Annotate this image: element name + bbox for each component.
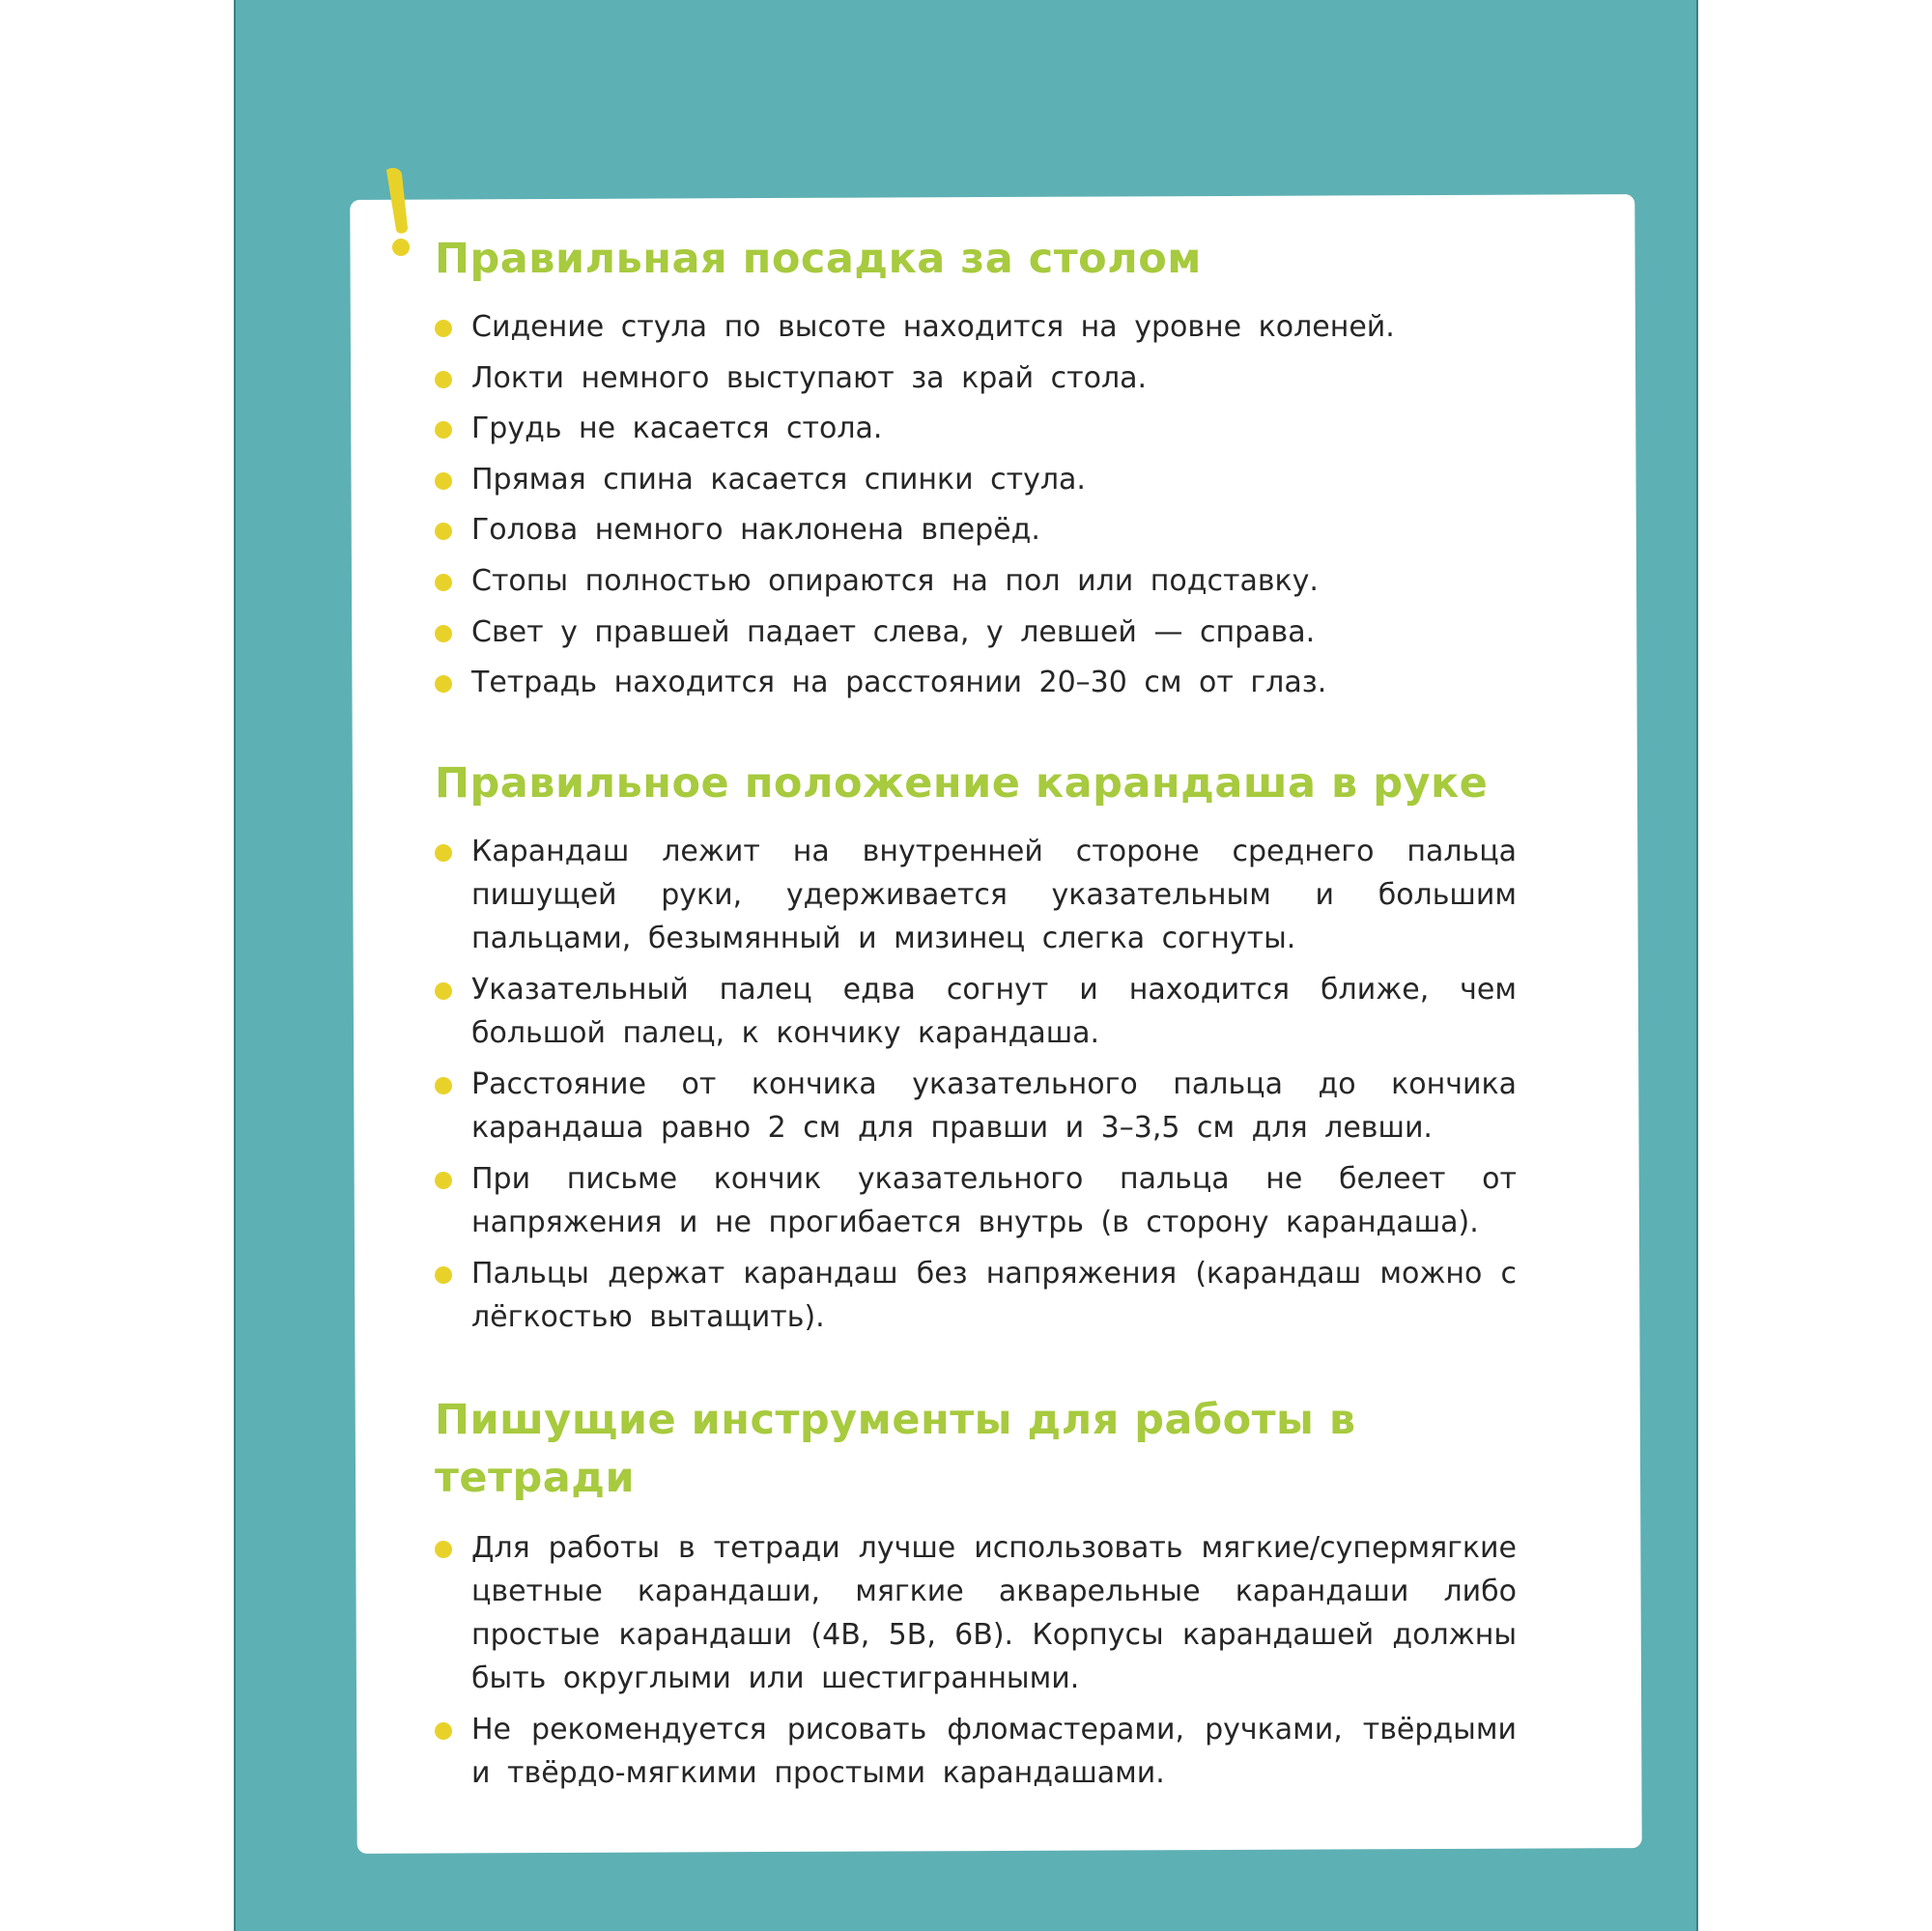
- list-item: Грудь не касается стола.: [435, 407, 1517, 450]
- exclamation-mark-icon: [379, 166, 417, 261]
- bullet-dot-icon: [435, 1722, 452, 1740]
- list-item: Для работы в тетради лучше использовать мягкие/супермягкие цветные карандаши, мягкие акварельные карандаши либо простые карандаши (4B, 5B, 6B). Корпусы карандашей должны быть округлыми или шестигранными.: [435, 1526, 1517, 1700]
- list-item: Свет у правшей падает слева, у левшей — справа.: [435, 611, 1517, 654]
- bullet-dot-icon: [435, 675, 452, 693]
- list-item: Пальцы держат карандаш без напряжения (карандаш можно с лёгкостью вытащить).: [435, 1252, 1517, 1339]
- list-item: Прямая спина касается спинки стула.: [435, 458, 1517, 501]
- bullet-dot-icon: [435, 1077, 452, 1094]
- seating-list: [435, 305, 1517, 704]
- list-item: При письме кончик указательного пальца не белеет от напряжения и не прогибается внутрь (в сторону карандаша).: [435, 1157, 1517, 1244]
- list-item: Локти немного выступают за край стола.: [435, 356, 1517, 400]
- list-item: Расстояние от кончика указательного пальца до кончика карандаша равно 2 см для правши и 3–3,5 см для левши.: [435, 1063, 1517, 1150]
- section-title-writing-tools: Пишущие инструменты для работы в тетради: [435, 1396, 1356, 1503]
- page-content: [435, 230, 1517, 1803]
- bullet-dot-icon: [435, 371, 452, 388]
- bullet-dot-icon: [435, 574, 452, 591]
- pencil-grip-list: [435, 830, 1517, 1339]
- bullet-dot-icon: [435, 982, 452, 1000]
- section-title-pencil-grip: Правильное положение карандаша в руке: [435, 759, 1489, 809]
- list-item: Голова немного наклонена вперёд.: [435, 508, 1517, 552]
- list-item: Указательный палец едва согнут и находится ближе, чем большой палец, к кончику карандаша.: [435, 968, 1517, 1055]
- bullet-dot-icon: [435, 1172, 452, 1189]
- section-title-seating: Правильная посадка за столом: [435, 235, 1202, 283]
- bullet-dot-icon: [435, 320, 452, 337]
- list-item: Сидение стула по высоте находится на уровне коленей.: [435, 305, 1517, 349]
- bullet-dot-icon: [435, 1541, 452, 1558]
- bullet-dot-icon: [435, 844, 452, 862]
- bullet-dot-icon: [435, 472, 452, 490]
- bullet-dot-icon: [435, 421, 452, 439]
- list-item: Карандаш лежит на внутренней стороне среднего пальца пишущей руки, удерживается указательным и большим пальцами, безымянный и мизинец слегка согнуты.: [435, 830, 1517, 960]
- list-item: Не рекомендуется рисовать фломастерами, ручками, твёрдыми и твёрдо-мягкими простыми карандашами.: [435, 1708, 1517, 1795]
- bullet-dot-icon: [435, 1266, 452, 1284]
- bullet-dot-icon: [435, 523, 452, 540]
- bullet-dot-icon: [435, 625, 452, 642]
- writing-tools-list: [435, 1526, 1517, 1795]
- list-item: Стопы полностью опираются на пол или подставку.: [435, 559, 1517, 603]
- list-item: Тетрадь находится на расстоянии 20–30 см от глаз.: [435, 661, 1517, 704]
